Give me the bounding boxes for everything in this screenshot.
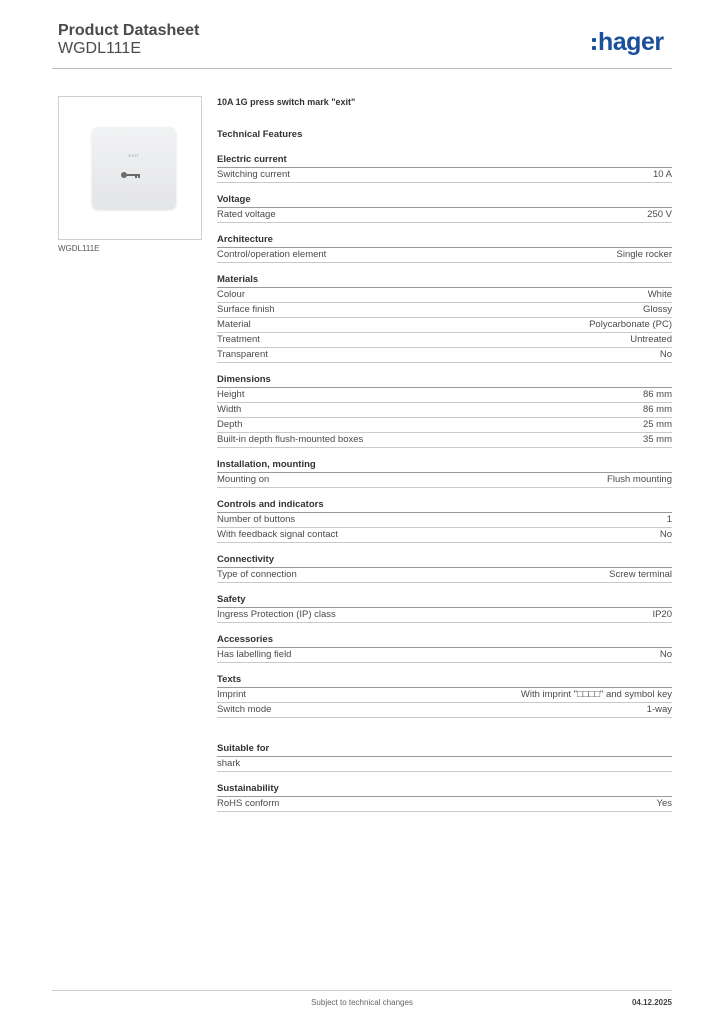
switch-plate — [92, 127, 176, 209]
technical-features-title: Technical Features — [217, 129, 303, 140]
feature-label: Ingress Protection (IP) class — [217, 609, 336, 620]
feature-group — [217, 273, 672, 363]
feature-label: Control/operation element — [217, 249, 327, 260]
feature-group — [217, 458, 672, 488]
feature-label: Mounting on — [217, 474, 270, 485]
product-image — [58, 96, 202, 240]
key-symbol-icon — [120, 171, 142, 179]
feature-value: Flush mounting — [607, 474, 672, 485]
image-caption: WGDL111E — [58, 244, 100, 253]
feature-row — [217, 388, 672, 403]
feature-group — [217, 673, 672, 718]
feature-row — [217, 528, 672, 543]
feature-label: Has labelling field — [217, 649, 292, 660]
feature-row — [217, 757, 672, 772]
feature-label: RoHS conform — [217, 798, 280, 809]
feature-value: 35 mm — [642, 434, 672, 445]
header-divider — [52, 68, 672, 69]
feature-label: Rated voltage — [217, 209, 276, 220]
feature-group — [217, 498, 672, 543]
feature-row — [217, 248, 672, 263]
feature-value: 25 mm — [642, 419, 672, 430]
feature-value: No — [659, 649, 672, 660]
product-name: 10A 1G press switch mark "exit" — [217, 97, 356, 107]
feature-label: Transparent — [217, 349, 268, 360]
feature-row — [217, 513, 672, 528]
feature-row — [217, 303, 672, 318]
feature-value: 250 V — [647, 209, 672, 220]
feature-label: Material — [217, 319, 251, 330]
feature-label: Switching current — [217, 169, 290, 180]
logo-text: hager — [598, 28, 664, 56]
datasheet-content — [217, 96, 672, 822]
feature-label: Surface finish — [217, 304, 275, 315]
feature-row — [217, 288, 672, 303]
feature-group — [217, 782, 672, 812]
feature-value: Single rocker — [616, 249, 672, 260]
plate-imprint: EXIT — [128, 153, 140, 158]
feature-group — [217, 373, 672, 448]
feature-value: Screw terminal — [609, 569, 672, 580]
feature-group — [217, 233, 672, 263]
feature-value: 1-way — [646, 704, 672, 715]
feature-value: IP20 — [652, 609, 672, 620]
feature-value: 86 mm — [642, 404, 672, 415]
feature-row — [217, 433, 672, 448]
section-title: Connectivity — [217, 553, 672, 568]
footer-notice: Subject to technical changes — [311, 998, 413, 1007]
feature-value: Yes — [656, 798, 672, 809]
product-code: WGDL111E — [58, 40, 141, 57]
feature-row — [217, 318, 672, 333]
feature-label: shark — [217, 758, 241, 769]
section-title: Texts — [217, 673, 672, 688]
feature-label: Depth — [217, 419, 243, 430]
page-title: Product Datasheet — [58, 22, 200, 39]
feature-row — [217, 568, 672, 583]
feature-row — [217, 418, 672, 433]
feature-row — [217, 403, 672, 418]
feature-value: Untreated — [630, 334, 672, 345]
feature-value: 1 — [666, 514, 672, 525]
feature-label: Number of buttons — [217, 514, 296, 525]
feature-label: Height — [217, 389, 245, 400]
section-title: Electric current — [217, 153, 672, 168]
feature-value: No — [659, 349, 672, 360]
feature-label: With feedback signal contact — [217, 529, 338, 540]
feature-row — [217, 348, 672, 363]
section-title: Installation, mounting — [217, 458, 672, 473]
feature-label: Type of connection — [217, 569, 297, 580]
feature-group — [217, 742, 672, 772]
footer-date: 04.12.2025 — [631, 998, 672, 1007]
section-title: Controls and indicators — [217, 498, 672, 513]
feature-group — [217, 153, 672, 183]
feature-label: Width — [217, 404, 242, 415]
feature-group — [217, 553, 672, 583]
feature-row — [217, 473, 672, 488]
feature-row — [217, 168, 672, 183]
feature-row — [217, 208, 672, 223]
feature-row — [217, 333, 672, 348]
feature-row — [217, 797, 672, 812]
section-title: Safety — [217, 593, 672, 608]
feature-value: No — [659, 529, 672, 540]
section-title: Accessories — [217, 633, 672, 648]
section-title: Suitable for — [217, 742, 672, 757]
feature-row — [217, 648, 672, 663]
section-title: Architecture — [217, 233, 672, 248]
section-title: Materials — [217, 273, 672, 288]
feature-row — [217, 608, 672, 623]
feature-group — [217, 193, 672, 223]
brand-logo — [592, 28, 664, 57]
feature-value: 10 A — [652, 169, 672, 180]
feature-label: Treatment — [217, 334, 260, 345]
feature-group — [217, 633, 672, 663]
feature-value: Glossy — [642, 304, 672, 315]
section-title: Sustainability — [217, 782, 672, 797]
feature-row — [217, 688, 672, 703]
footer-divider — [52, 990, 672, 991]
feature-label: Switch mode — [217, 704, 272, 715]
section-title: Voltage — [217, 193, 672, 208]
feature-group — [217, 593, 672, 623]
feature-value: With imprint "□□□□" and symbol key — [520, 689, 672, 700]
feature-value: White — [647, 289, 672, 300]
feature-row — [217, 703, 672, 718]
feature-value: 86 mm — [642, 389, 672, 400]
feature-label: Colour — [217, 289, 245, 300]
feature-value: Polycarbonate (PC) — [589, 319, 672, 330]
feature-label: Built-in depth flush-mounted boxes — [217, 434, 364, 445]
section-title: Dimensions — [217, 373, 672, 388]
feature-sections — [217, 153, 672, 812]
feature-label: Imprint — [217, 689, 247, 700]
logo-colon-icon — [592, 34, 596, 52]
